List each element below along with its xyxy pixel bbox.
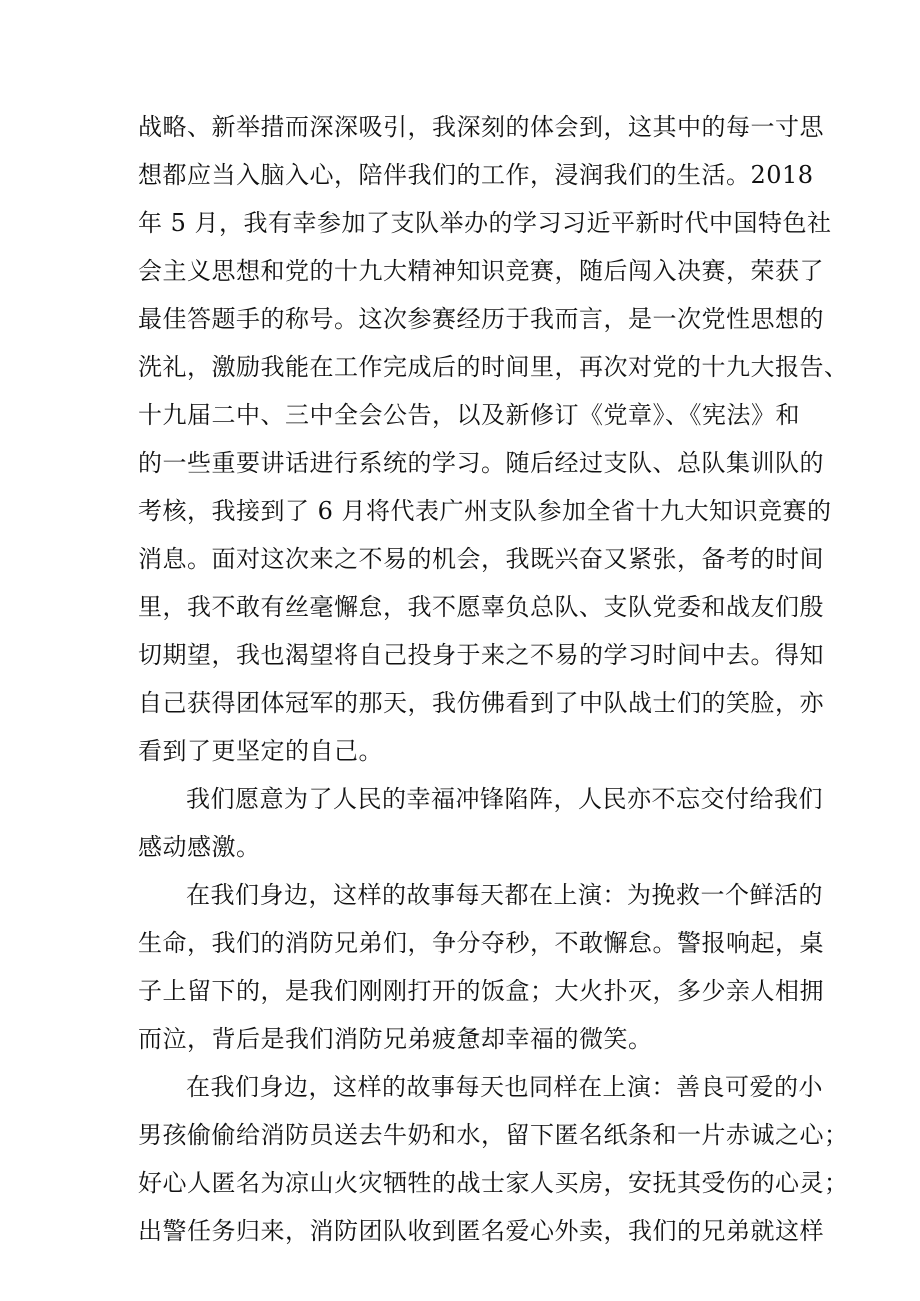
text-line: 切期望，我也渴望将自己投身于来之不易的学习时间中去。得知 (138, 641, 824, 669)
text-line: 会主义思想和党的十九大精神知识竞赛，随后闯入决赛，荣获了 (138, 257, 824, 285)
text-line: 看到了更坚定的自己。 (138, 737, 383, 765)
text-line: 考核，我接到了 6 月将代表广州支队参加全省十九大知识竞赛的 (138, 497, 832, 525)
text-line: 里，我不敢有丝毫懈怠，我不愿辜负总队、支队党委和战友们殷 (138, 593, 824, 621)
text-line: 感动感激。 (138, 833, 261, 861)
body-text (138, 103, 849, 1255)
text-line: 战略、新举措而深深吸引，我深刻的体会到，这其中的每一寸思 (138, 113, 824, 141)
text-line: 出警任务归来，消防团队收到匿名爱心外卖，我们的兄弟就这样 (138, 1217, 824, 1245)
text-line: 自己获得团体冠军的那天，我仿佛看到了中队战士们的笑脸，亦 (138, 689, 824, 717)
paragraph-start-line: 在我们身边，这样的故事每天也同样在上演：善良可爱的小 (186, 1073, 823, 1101)
text-line: 消息。面对这次来之不易的机会，我既兴奋又紧张，备考的时间 (138, 545, 824, 573)
text-line: 洗礼，激励我能在工作完成后的时间里，再次对党的十九大报告、 (138, 353, 849, 381)
text-line: 最佳答题手的称号。这次参赛经历于我而言，是一次党性思想的 (138, 305, 824, 333)
text-line: 生命，我们的消防兄弟们，争分夺秒，不敢懈怠。警报响起，桌 (138, 929, 824, 957)
text-line: 年 5 月，我有幸参加了支队举办的学习习近平新时代中国特色社 (138, 209, 832, 237)
paragraph-start-line: 我们愿意为了人民的幸福冲锋陷阵，人民亦不忘交付给我们 (186, 785, 823, 813)
text-line: 的一些重要讲话进行系统的学习。随后经过支队、总队集训队的 (138, 449, 824, 477)
text-line: 想都应当入脑入心，陪伴我们的工作，浸润我们的生活。2018 (138, 161, 814, 189)
paragraph-start-line: 在我们身边，这样的故事每天都在上演：为挽救一个鲜活的 (186, 881, 823, 909)
text-line: 十九届二中、三中全会公告，以及新修订《党章》、《宪法》和 (138, 401, 800, 429)
text-line: 子上留下的，是我们刚刚打开的饭盒；大火扑灭，多少亲人相拥 (138, 977, 824, 1005)
text-line: 而泣，背后是我们消防兄弟疲惫却幸福的微笑。 (138, 1025, 653, 1053)
text-line: 男孩偷偷给消防员送去牛奶和水，留下匿名纸条和一片赤诚之心； (138, 1121, 849, 1149)
text-line: 好心人匿名为凉山火灾牺牲的战士家人买房，安抚其受伤的心灵； (138, 1169, 849, 1197)
